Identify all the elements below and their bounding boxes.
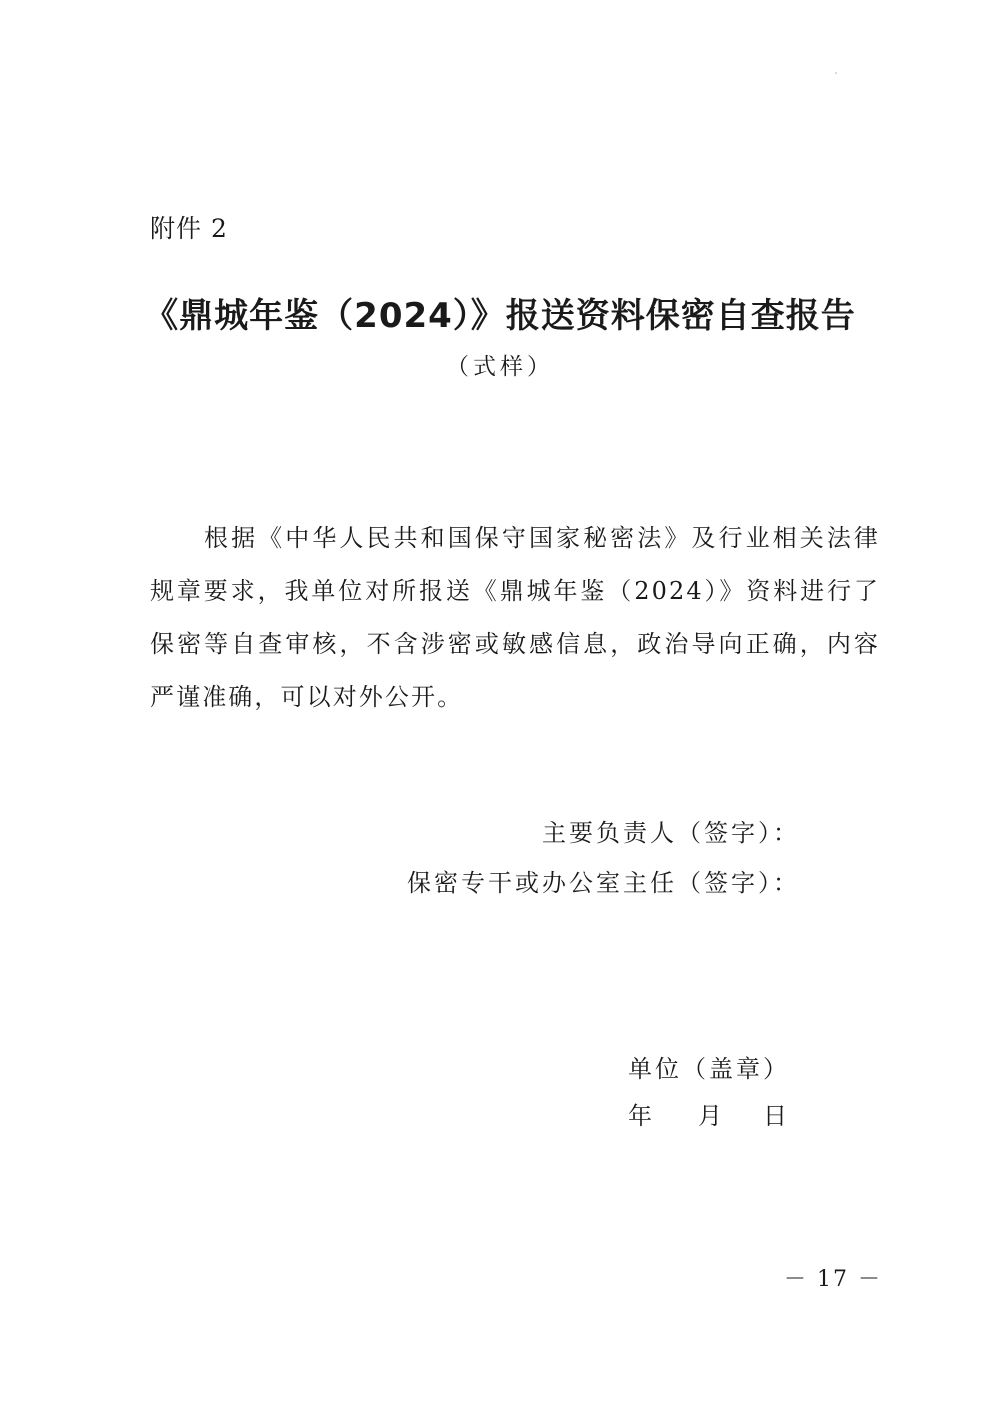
principal-signature-line: 主要负责人（签字）： <box>542 819 800 847</box>
page-title: 《鼎城年鉴（2024）》报送资料保密自查报告 <box>144 296 856 336</box>
attachment-label: 附件 2 <box>150 214 228 243</box>
page-subtitle: （式样） <box>446 354 554 380</box>
date-day: 日 <box>763 1102 787 1130</box>
unit-seal-line: 单位（盖章） <box>628 1055 790 1083</box>
date-month: 月 <box>698 1102 722 1130</box>
secrecy-officer-signature-line: 保密专干或办公室主任（签字）： <box>407 869 800 897</box>
scan-speck <box>835 72 837 74</box>
date-year: 年 <box>628 1102 652 1130</box>
page-number: － 17 － <box>784 1267 882 1292</box>
body-paragraph: 根据《中华人民共和国保守国家秘密法》及行业相关法律规章要求，我单位对所报送《鼎城年鉴（2024）》资料进行了保密等自查审核，不含涉密或敏感信息，政治导向正确，内容严谨准确，可以对外公开。 <box>150 524 880 711</box>
